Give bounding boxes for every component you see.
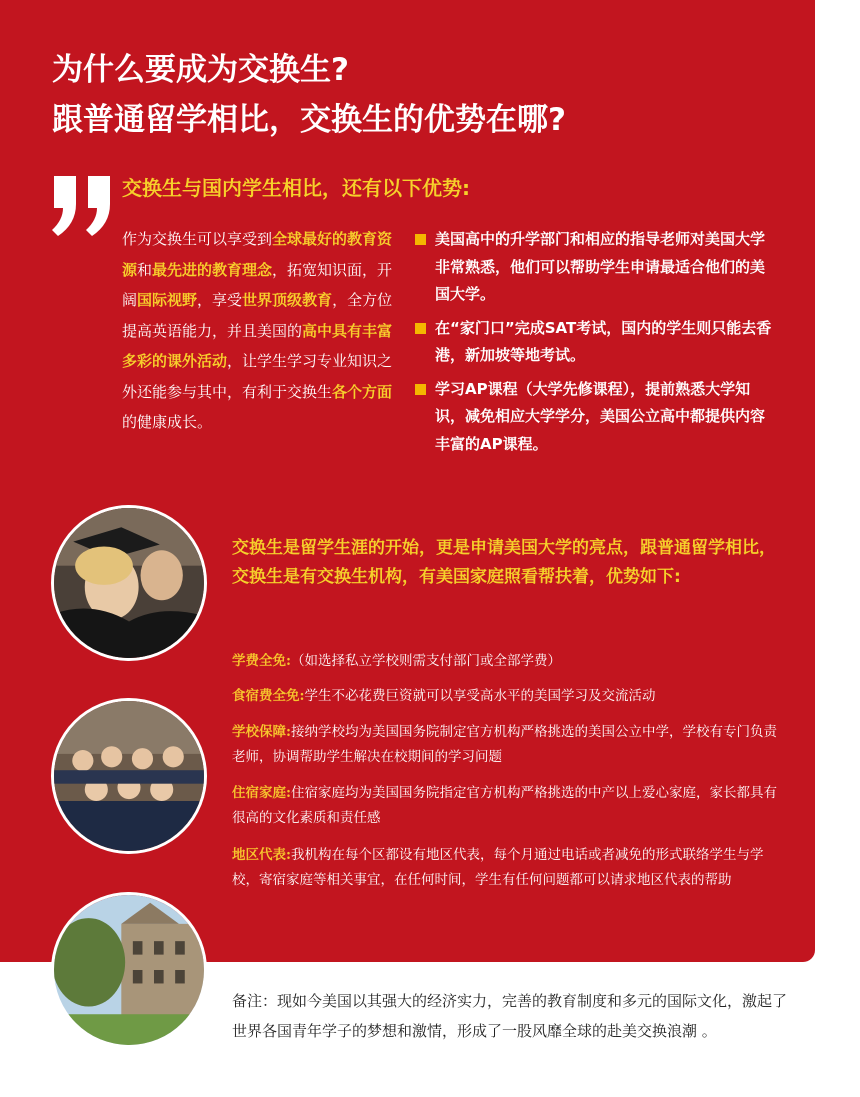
advantage-label: 地区代表:	[232, 847, 291, 863]
square-bullet-icon	[415, 234, 426, 245]
quote-mark-icon	[48, 150, 118, 240]
bullet-text: 学习AP课程（大学先修课程），提前熟悉大学知识，减免相应大学学分，美国公立高中都提供内容丰富的AP课程。	[435, 379, 766, 453]
highlight-text: 全球最好的教育资源	[122, 230, 393, 279]
bullet-item	[415, 376, 775, 459]
advantage-item-boarding	[232, 684, 787, 709]
advantage-item-regional-rep	[232, 843, 787, 892]
highlight-text: 最先进的教育理念	[152, 260, 273, 279]
advantage-text: 我机构在每个区都设有地区代表，每个月通过电话或者减免的形式联络学生与学校，寄宿家庭等相关事宜，在任何时间，学生有任何问题都可以请求地区代表的帮助	[232, 847, 764, 888]
advantage-item-host-family	[232, 781, 787, 830]
footer-note: 备注：现如今美国以其强大的经济实力，完善的教育制度和多元的国际文化，激起了世界各国青年学子的梦想和激情，形成了一股风靡全球的赴美交换浪潮 。	[232, 992, 788, 1040]
bullet-text: 美国高中的升学部门和相应的指导老师对美国大学非常熟悉，他们可以帮助学生申请最适合他们的美国大学。	[435, 230, 766, 303]
advantage-text: 住宿家庭均为美国国务院指定官方机构严格挑选的中产以上爱心家庭，家长都具有很高的文化素质和责任感	[232, 785, 777, 826]
bullet-item	[415, 315, 775, 370]
highlight-text: 世界顶级教育	[242, 291, 333, 309]
page-title-line-1: 为什么要成为交换生?	[52, 52, 349, 88]
highlight-text: 国际视野	[137, 291, 198, 309]
students-group-photo	[51, 698, 207, 854]
section2-heading: 交换生是留学生涯的开始，更是申请美国大学的亮点，跟普通留学相比，交换生是有交换生机构，有美国家庭照看帮扶着，优势如下:	[232, 538, 776, 587]
graduation-photo	[51, 505, 207, 661]
section1-heading: 交换生与国内学生相比，还有以下优势:	[122, 176, 470, 200]
highlight-text: 各个方面	[332, 382, 393, 401]
campus-building-photo	[51, 892, 207, 1048]
intro-paragraph	[122, 224, 397, 438]
advantage-item-tuition	[232, 649, 787, 674]
advantage-text: 接纳学校均为美国国务院制定官方机构严格挑选的美国公立中学，学校有专门负责老师，协调帮助学生解决在校期间的学习问题	[232, 724, 777, 765]
advantage-label: 住宿家庭:	[232, 785, 291, 801]
paragraph-text: 作为交换生可以享受到	[122, 230, 273, 248]
highlight-text: 高中具有丰富多彩的课外活动	[122, 321, 393, 370]
bullet-item	[415, 226, 775, 309]
paragraph-text: 和	[137, 260, 153, 279]
advantage-label: 食宿费全免:	[232, 688, 305, 704]
square-bullet-icon	[415, 323, 426, 334]
paragraph-text: ，拓宽知识面，开阔	[122, 260, 393, 309]
advantage-label: 学费全免:	[232, 653, 291, 669]
bullet-text: 在“家门口”完成SAT考试，国内的学生则只能去香港，新加坡等地考试。	[435, 318, 772, 364]
advantage-text: （如选择私立学校则需支付部门或全部学费）	[290, 653, 561, 669]
paragraph-text: ，让学生学习专业知识之外还能参与其中，有利于交换生	[122, 352, 393, 401]
square-bullet-icon	[415, 384, 426, 395]
advantage-item-school	[232, 720, 787, 769]
advantage-label: 学校保障:	[232, 724, 291, 740]
paragraph-text: ，全方位提高英语能力，并且美国的	[122, 291, 393, 340]
advantage-text: 学生不必花费巨资就可以享受高水平的美国学习及交流活动	[304, 688, 656, 704]
page-title-line-2: 跟普通留学相比，交换生的优势在哪?	[52, 102, 566, 138]
paragraph-text: 的健康成长。	[122, 413, 213, 431]
advantage-bullet-list	[415, 226, 775, 464]
paragraph-text: ，享受	[197, 291, 243, 309]
